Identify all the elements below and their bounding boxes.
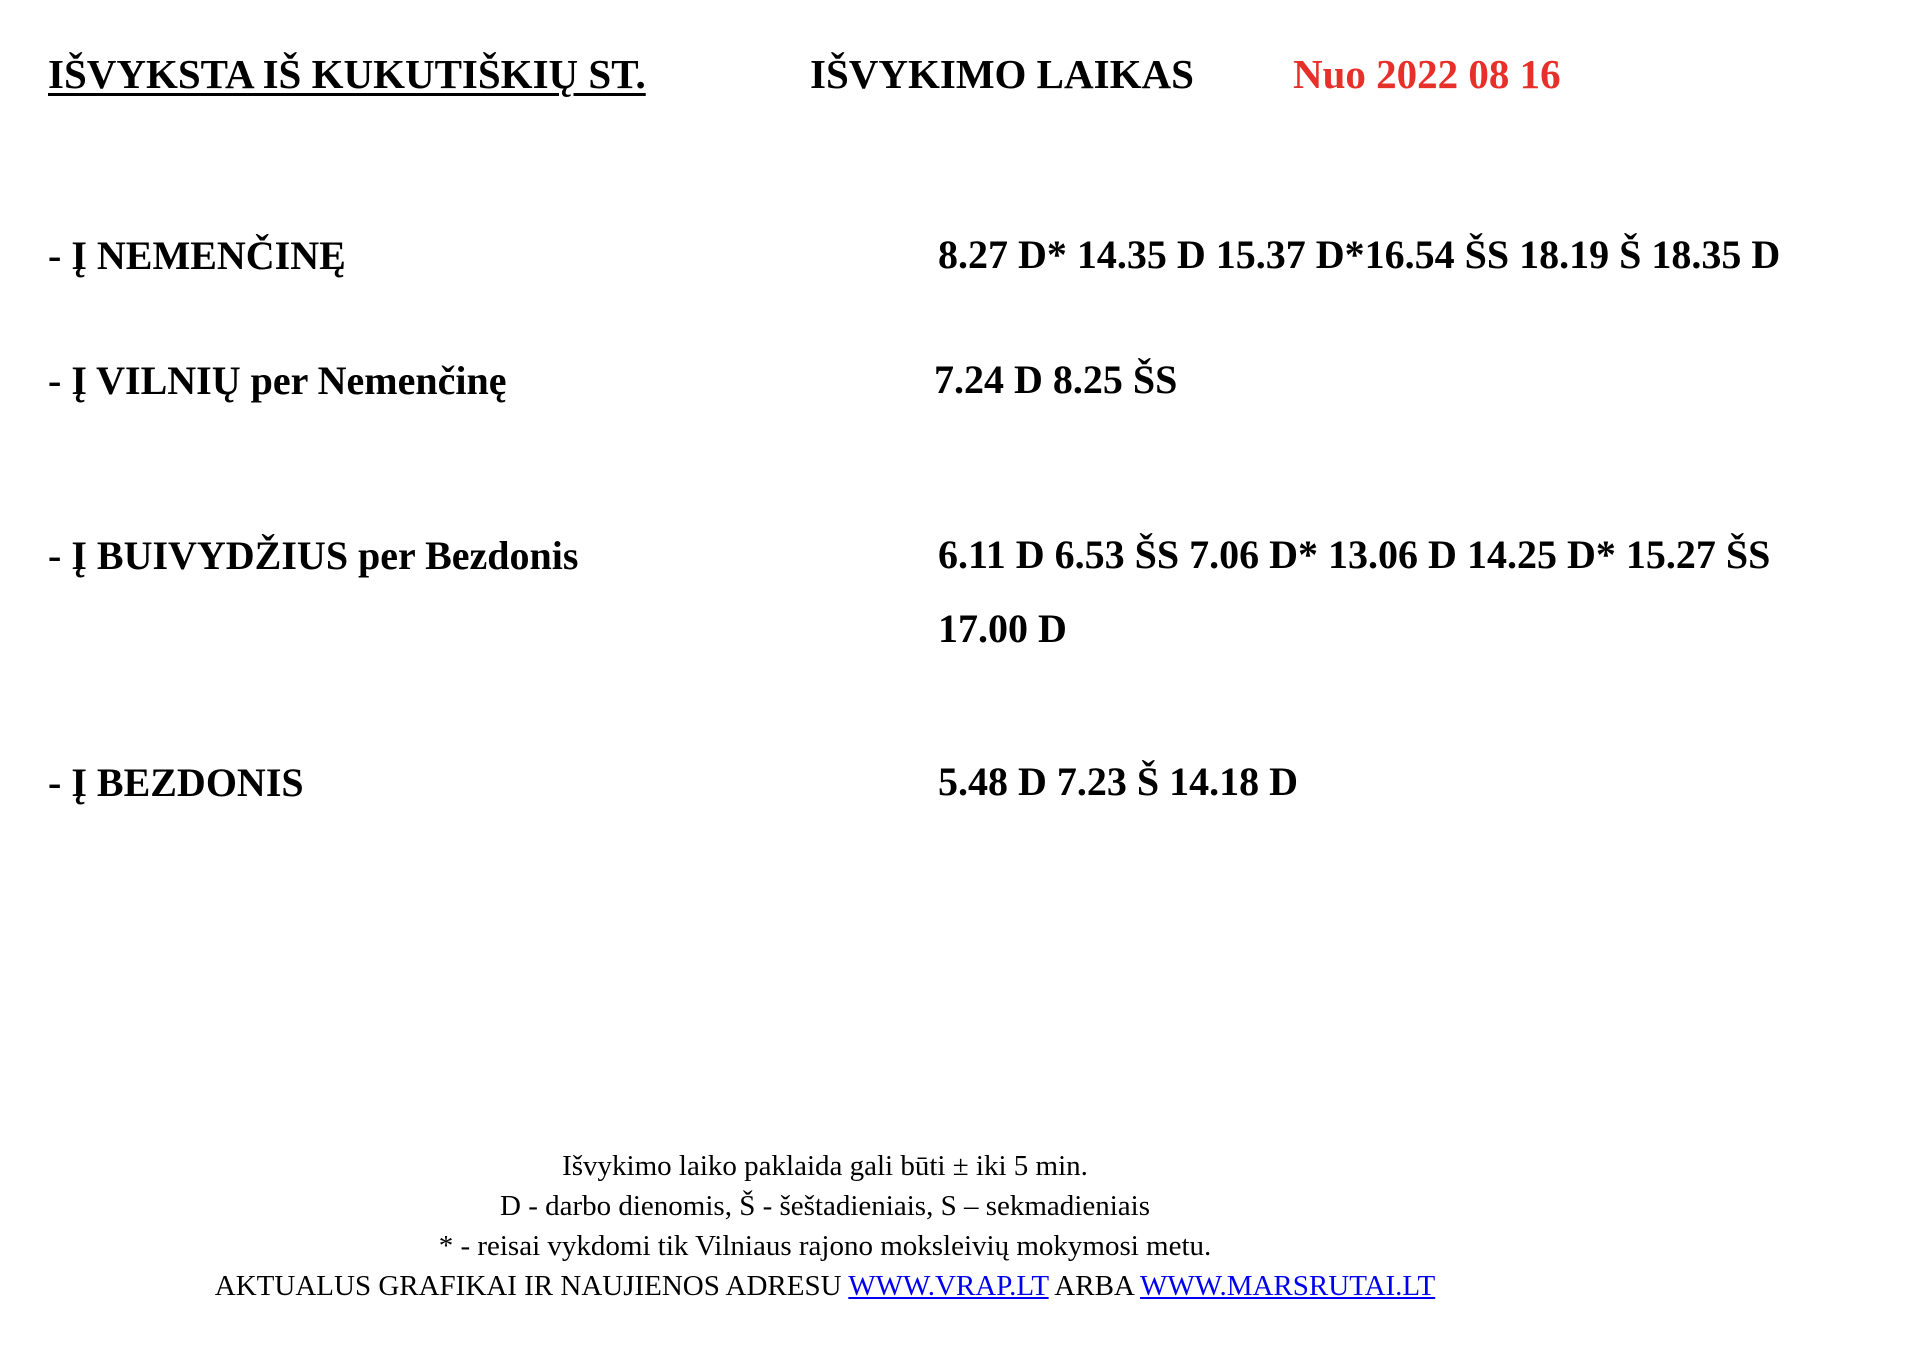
schedule-footer (200, 1146, 1450, 1306)
marsrutai-link[interactable]: WWW.MARSRUTAI.LT (1140, 1270, 1436, 1302)
route-destination-vilnius: - Į VILNIŲ per Nemenčinę (48, 358, 507, 403)
tolerance-note: Išvykimo laiko paklaida gali būti ± iki 5 min. (562, 1150, 1088, 1182)
route-destination-nemencine: - Į NEMENČINĘ (48, 233, 346, 278)
vrap-link[interactable]: WWW.VRAP.LT (848, 1270, 1049, 1302)
route-times-bezdonys: 5.48 D 7.23 Š 14.18 D (938, 759, 1299, 804)
route-times-vilnius: 7.24 D 8.25 ŠS (934, 357, 1178, 402)
valid-from-date: Nuo 2022 08 16 (1293, 51, 1561, 97)
day-legend: D - darbo dienomis, Š - šeštadieniais, S – sekmadieniais (500, 1190, 1150, 1222)
route-destination-buivydziai: - Į BUIVYDŽIUS per Bezdonis (48, 533, 579, 578)
info-line (200, 1266, 1450, 1306)
or-text: ARBA (1054, 1270, 1134, 1302)
asterisk-note: * - reisai vykdomi tik Vilniaus rajono moksleivių mokymosi metu. (438, 1230, 1212, 1262)
departure-station-title: IŠVYKSTA IŠ KUKUTIŠKIŲ ST. (48, 51, 646, 97)
route-destination-bezdonys: - Į BEZDONIS (48, 760, 304, 805)
departure-time-title: IŠVYKIMO LAIKAS (810, 51, 1194, 97)
route-times-buivydziai: 6.11 D 6.53 ŠS 7.06 D* 13.06 D 14.25 D* 15.27 ŠS 17.00 D (938, 532, 1771, 651)
route-times-nemencine: 8.27 D* 14.35 D 15.37 D*16.54 ŠS 18.19 Š 18.35 D (938, 232, 1781, 277)
info-prefix: AKTUALUS GRAFIKAI IR NAUJIENOS ADRESU (214, 1270, 842, 1302)
